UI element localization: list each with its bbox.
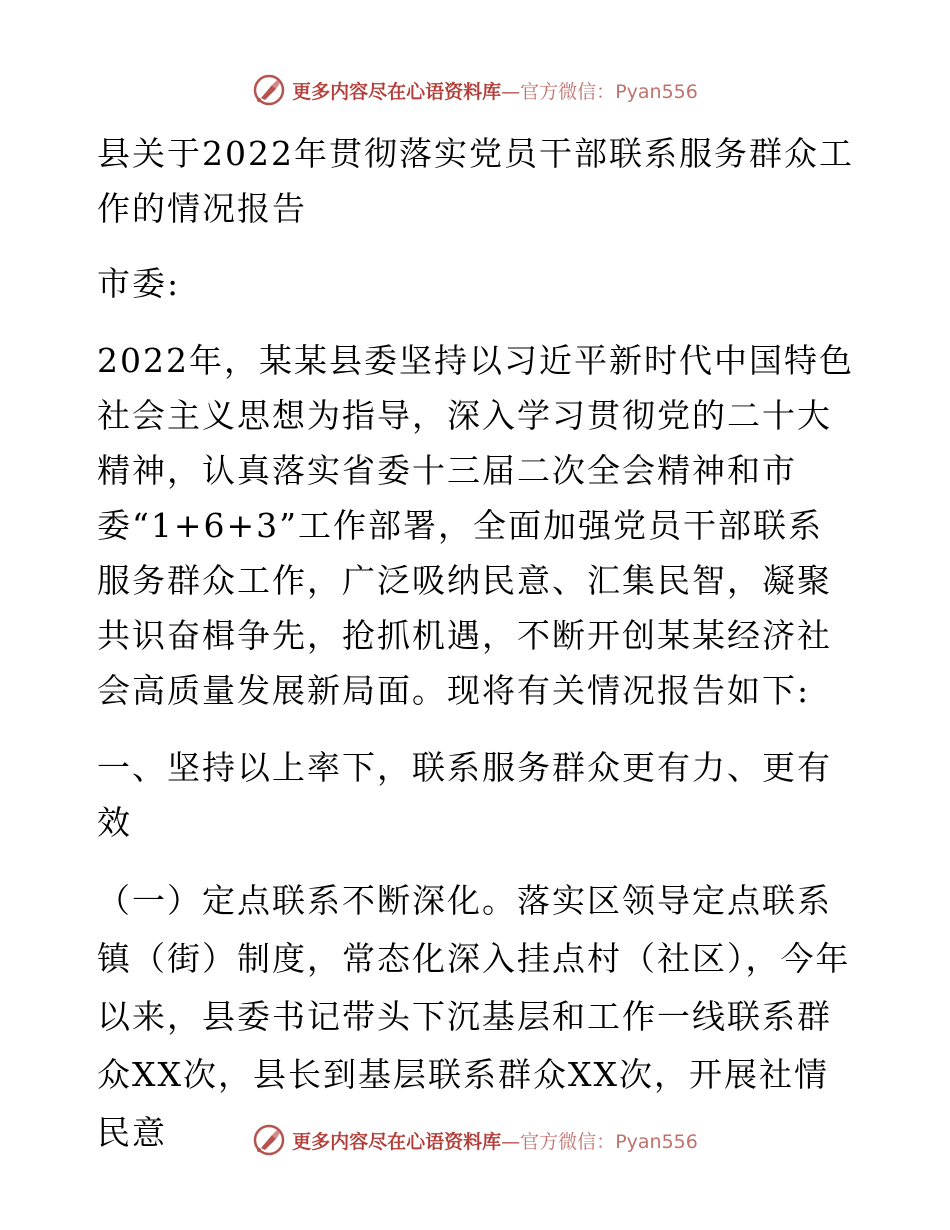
salutation: 市委: — [97, 264, 181, 303]
pen-nib-logo-icon — [252, 1123, 286, 1157]
watermark-text — [292, 1127, 698, 1154]
intro-paragraph: 2022年，某某县委坚持以习近平新时代中国特色社会主义思想为指导，深入学习贯彻党的二十大精神，认真落实省委十三届二次全会精神和市委“1+6+3”工作部署，全面加强党员干部联系服务群众工作，广泛吸纳民意、汇集民智，凝聚共识奋楫争先，抢抓机遇，不断开创某某经济社会高质量发展新局面。现将有关情况报告如下: — [97, 341, 854, 710]
document-body — [97, 126, 857, 1162]
watermark-separator: — — [501, 1130, 521, 1153]
watermark-wechat-label: 官方微信： — [520, 80, 616, 103]
document-title: 县关于2022年贯彻落实党员干部联系服务群众工作的情况报告 — [97, 134, 854, 228]
section-1-1-paragraph: （一）定点联系不断深化。落实区领导定点联系镇（街）制度，常态化深入挂点村（社区），今年以来，县委书记带头下沉基层和工作一线联系群众XX次，县长到基层联系群众XX次，开展社情民意 — [97, 881, 851, 1152]
watermark-brand: 更多内容尽在心语资料库 — [292, 1130, 502, 1153]
watermark-wechat-id: Pyan556 — [615, 80, 698, 103]
watermark-header — [0, 70, 950, 110]
watermark-wechat-id: Pyan556 — [615, 1130, 698, 1153]
watermark-text — [292, 77, 698, 104]
watermark-separator: — — [501, 80, 521, 103]
section-heading-1: 一、坚持以上率下，联系服务群众更有力、更有效 — [97, 748, 832, 842]
watermark-wechat-label: 官方微信： — [520, 1130, 616, 1153]
pen-nib-logo-icon — [252, 73, 286, 107]
watermark-brand: 更多内容尽在心语资料库 — [292, 80, 502, 103]
watermark-footer — [0, 1120, 950, 1160]
